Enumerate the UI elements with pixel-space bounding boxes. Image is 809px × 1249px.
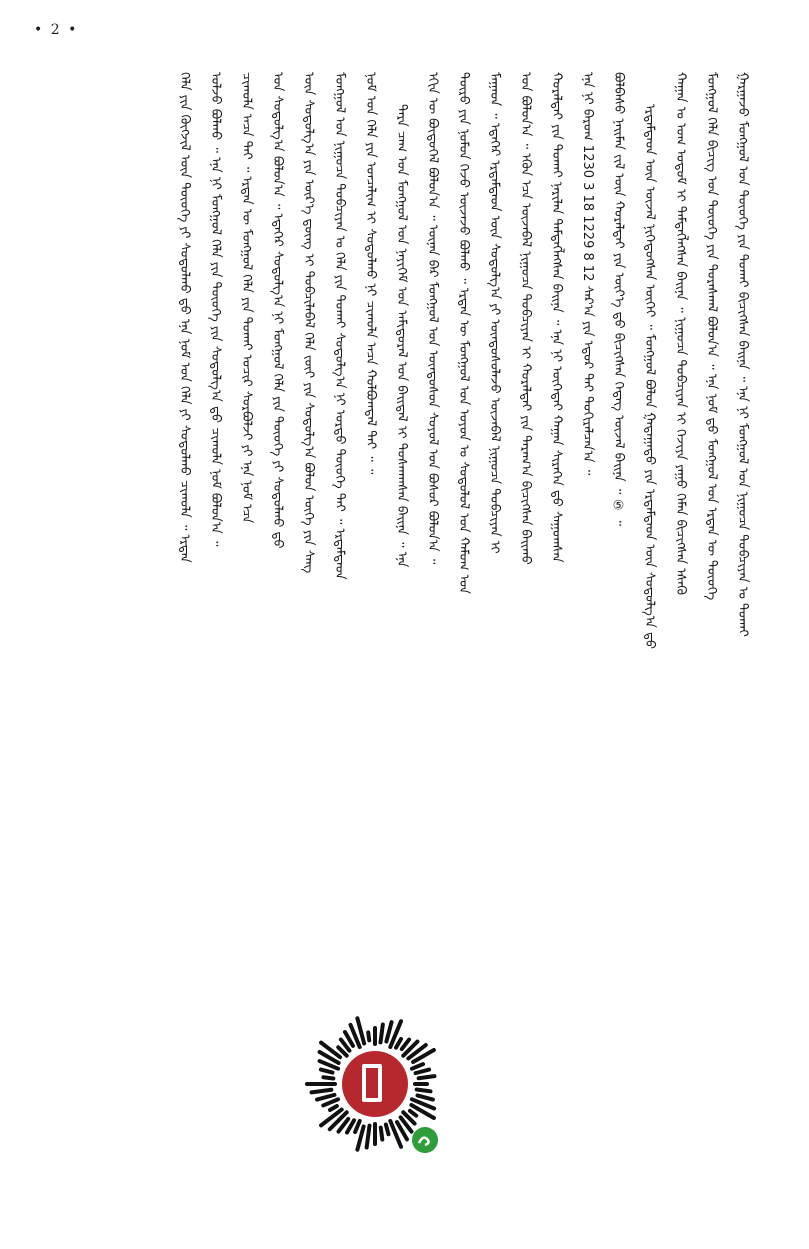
column-text: ᠡᠬᠢᠨ ᠦ ᠪᠦᠲᠦᠭᠡᠯ ᠪᠣᠯᠤᠨ᠎ᠠ ᠃ ᠦᠨᠡᠨ ᠪᠡᠷ ᠮᠣᠩᠭᠣᠯ ᠤᠨ ᠦᠨᠳᠦᠰᠦᠨ ᠰᠣᠶᠤᠯ ᠤᠨ ᠪᠤᠰᠤᠷ ᠪᠣᠯᠤᠨ᠎ᠠ ᠃ (425, 72, 440, 565)
text-column (512, 72, 539, 1232)
text-column (667, 72, 694, 1232)
page-number: • 2 • (34, 22, 79, 38)
inline-number: 18 (580, 194, 595, 216)
inline-number: 1229 (580, 215, 595, 253)
column-text: ᠨᠣᠮ ᠤᠨ ᠬᠡᠯᠡ ᠶᠢᠨ ᠤᠨᠴᠠᠯᠢᠭ ᠢ ᠰᠤᠳᠤᠯᠬᠤ ᠨᠢ ᠴᠢᠬᠤᠯᠠ ᠠᠴᠠ ᠬᠣᠯᠪᠣᠭᠳᠠᠯ ᠲᠠᠢ ᠃ ᠃ (363, 72, 378, 475)
column-text: ᠮᠣᠩᠭᠣᠯ ᠤᠨ ᠨᠢᠭᠤᠴᠠ ᠲᠣᠪᠴᠢᠶᠠᠨ ᠤ ᠬᠡᠯᠡ ᠶᠢᠨ ᠲᠤᠬᠠᠢ ᠰᠤᠳᠤᠯᠭ᠎ᠠ ᠨᠢ ᠤᠷᠲᠤ ᠲᠦᠦᠬᠡ ᠲᠡᠢ ᠃ ᠡᠷᠳᠡᠮᠲᠡᠳ (332, 72, 347, 580)
column-text: ᠬᠤᠷᠠᠯᠳᠠᠢ ᠶᠢᠨ ᠲᠤᠬᠠᠢ ᠨᠠᠷᠢᠯᠠᠨ ᠲᠡᠮᠳᠡᠭᠯᠡᠭᠰᠡᠨ ᠪᠠᠢᠨᠠ ᠃ ᠡᠨᠡ ᠨᠢ ᠦᠭᠡᠳᠡᠢ ᠬᠠᠭᠠᠨ ᠰᠢᠷᠡᠭᠡᠨ ᠳ᠋ᠤ ᠰᠠᠭᠤᠭᠰᠠᠨ (549, 72, 564, 563)
inline-number: 3 (580, 182, 595, 195)
text-column (636, 72, 663, 1232)
inline-number: 1230 (580, 140, 595, 183)
inline-number: 8 (580, 252, 595, 265)
column-text: ᠣᠯᠵᠤ ᠪᠣᠯᠬᠤ ᠃ ᠡᠨᠡ ᠨᠢ ᠮᠣᠩᠭᠣᠯ ᠬᠡᠯᠡ ᠶᠢᠨ ᠲᠦᠦᠬᠡ ᠶᠢᠨ ᠰᠤᠳᠤᠯᠭ᠎ᠠ ᠳ᠋ᠤ ᠴᠢᠬᠤᠯᠠ ᠨᠣᠮ ᠪᠣᠯᠤᠨ᠎ᠠ ᠃ (208, 72, 223, 547)
inline-number: 12 (580, 264, 595, 286)
column-text: ᠴᠢᠬᠤᠯᠠ ᠠᠴᠠ ᠲᠠᠢ ᠃ ᠡᠷᠲᠡᠨ ᠦ ᠮᠣᠩᠭᠣᠯ ᠬᠡᠯᠡ ᠶᠢᠨ ᠲᠤᠬᠠᠢ ᠤᠴᠢᠷ ᠰᠤᠷᠪᠤᠯᠵᠢ ᠶᠢ ᠡᠨᠡ ᠨᠣᠮ ᠡᠴᠡ (239, 72, 254, 524)
column-text: ᠪᠣᠯᠪᠠᠰᠤ ᠨᠠᠢᠮᠠᠨ ᠵᠢᠯ ᠦᠨ ᠬᠤᠷᠠᠯᠳᠠᠢ ᠶᠢᠨ ᠦᠶ᠎ᠡ ᠳ᠋ᠤ ᠪᠢᠴᠢᠭᠰᠡᠨ ᠭᠡᠳᠡᠭ ᠦᠵᠡᠯ ᠪᠠᠢᠨᠠ ᠃ ⑤ ᠃ (611, 72, 626, 527)
column-text: ᠣᠨ ᠪᠣᠯᠤᠨ᠎ᠠ ᠃ ᠡᠭᠦᠨ ᠡᠴᠡ ᠦᠵᠡᠪᠡᠯ ᠨᠢᠭᠤᠴᠠ ᠲᠣᠪᠴᠢᠶᠠᠨ ᠢ ᠬᠤᠷᠠᠯᠳᠠᠢ ᠶᠢᠨ ᠳᠠᠷᠠᠭ᠎ᠠ ᠪᠢᠴᠢᠭᠰᠡᠨ ᠪᠠᠢᠬᠤ (518, 72, 533, 565)
column-text: ᠬᠡᠯᠡ ᠶᠢᠨ ᠬᠦᠭᠵᠢᠯ ᠦᠨ ᠲᠦᠦᠬᠡ ᠶᠢ ᠰᠤᠳᠤᠯᠬᠤ ᠳ᠋ᠤ ᠡᠨᠡ ᠨᠣᠮ ᠤᠨ ᠬᠡᠯᠡ ᠶᠢ ᠰᠤᠳᠤᠯᠬᠤ ᠴᠢᠬᠤᠯᠠ ᠃ ᠡᠷᠲᠡᠨ (177, 72, 192, 563)
text-column (481, 72, 508, 1232)
text-column (574, 72, 601, 1232)
text-column (171, 72, 198, 1232)
text-column (698, 72, 725, 1232)
column-text: ᠲᠡᠷᠡ ᠴᠠᠭ ᠤᠨ ᠮᠣᠩᠭᠣᠯ ᠤᠨ ᠨᠡᠶᠢᠭᠡᠮ ᠤᠨ ᠠᠮᠢᠳᠤᠷᠠᠯ ᠤᠨ ᠪᠠᠢᠳᠠᠯ ᠢ ᠲᠤᠰᠬᠠᠭᠰᠠᠨ ᠪᠠᠢᠨᠠ ᠃ ᠡᠨᠡ (394, 104, 409, 568)
text-column (605, 72, 632, 1232)
text-column (264, 72, 291, 1232)
column-text-tail: ᠰᠠᠷ᠎ᠠ ᠶᠢᠨ ᠡᠳᠦᠷ ᠲᠡᠢ ᠲᠣᠬᠢᠷᠠᠯᠴᠠᠨ᠎ᠠ ᠃ (580, 285, 595, 476)
column-text: ᠭᠠᠷᠭᠠᠵᠤ ᠮᠣᠩᠭᠣᠯ ᠤᠨ ᠲᠦᠦᠬᠡ ᠶᠢᠨ ᠲᠤᠬᠠᠢ ᠪᠢᠴᠢᠭᠰᠡᠨ ᠪᠠᠢᠨᠠ ᠃ ᠡᠨᠡ ᠨᠢ ᠮᠣᠩᠭᠣᠯ ᠤᠨ ᠨᠢᠭᠤᠴᠠ ᠲᠣᠪᠴᠢᠶᠠᠨ ᠤ ᠲᠤᠬᠠᠢ (735, 72, 750, 637)
column-text: ᠤᠨ ᠰᠤᠳᠤᠯᠭ᠎ᠠ ᠪᠣᠯᠣᠨ᠎ᠠ ᠃ ᠡᠳᠡᠭᠡᠷ ᠰᠤᠳᠤᠯᠭ᠎ᠠ ᠨᠢ ᠮᠣᠩᠭᠣᠯ ᠬᠡᠯᠡ ᠶᠢᠨ ᠲᠦᠦᠬᠡ ᠶᠢ ᠰᠤᠳᠤᠯᠬᠤ ᠳ᠋ᠤ (270, 72, 285, 549)
text-column (729, 72, 756, 1232)
column-text: ᠮᠣᠩᠭᠣᠯ ᠬᠡᠯᠡ ᠪᠢᠴᠢᠭ ᠤᠨ ᠲᠦᠦᠬᠡ ᠶᠢᠨ ᠳᠤᠷᠠᠰᠬᠠᠯ ᠪᠣᠯᠤᠨ᠎ᠠ ᠃ ᠡᠨᠡ ᠨᠣᠮ ᠳ᠋ᠤ ᠮᠣᠩᠭᠣᠯ ᠤᠨ ᠡᠷᠲᠡᠨ ᠦ ᠲᠦᠦᠬᠡ (704, 72, 719, 601)
text-column (543, 72, 570, 1232)
qr-code-icon (300, 1012, 450, 1162)
column-text: ᠡᠨᠡ ᠨᠢ ᠪᠠᠷᠤᠭ (580, 72, 595, 141)
column-text: ᠬᠠᠭᠠᠨ ᠤ ᠤᠭ ᠤᠳᠤᠮ ᠢ ᠲᠡᠮᠳᠡᠭᠯᠡᠭᠰᠡᠨ ᠪᠠᠢᠨᠠ ᠃ ᠨᠢᠭᠤᠴᠠ ᠲᠣᠪᠴᠢᠶᠠᠨ ᠢ ᠬᠡᠵᠢᠶᠡ ᠶᠠᠭᠤ ᠬᠡᠮᠡᠨ ᠪᠢᠴᠢᠭᠰᠡᠨ ᠡᠰᠡᠬᠦ (673, 72, 688, 595)
column-text: ᠲᠦᠷᠦ ᠶᠢᠨ ᠨᠣᠮᠤᠨ ᠭᠡᠵᠦ ᠦᠵᠡᠵᠦ ᠪᠣᠯᠬᠤ ᠃ ᠡᠷᠲᠡᠨ ᠦ ᠮᠣᠩᠭᠣᠯ ᠤᠨ ᠣᠶᠤᠨ ᠤ ᠰᠤᠳᠤᠯᠤᠯ ᠤᠨ ᠬᠠᠮᠤᠭ ᠤᠨ (456, 72, 471, 594)
column-text: ᠡᠷᠳᠡᠮᠲᠡᠳ ᠦᠨ ᠦᠵᠡᠯ ᠨᠢᠭᠡᠳᠦᠭᠰᠡᠨ ᠦᠭᠡᠢ ᠃ ᠮᠣᠩᠭᠣᠯ ᠪᠣᠯᠤᠨ ᠭᠠᠳᠠᠭᠠᠳᠤ ᠶᠢᠨ ᠡᠷᠳᠡᠮᠲᠡᠳ ᠦᠨ ᠰᠤᠳᠤᠯᠭ᠎ᠠ ᠳ᠋ᠤ (642, 104, 657, 649)
column-text: ᠮᠠᠭᠠᠳ ᠃ ᠡᠳᠡᠭᠡᠷ ᠡᠷᠳᠡᠮᠲᠡᠳ ᠦᠨ ᠰᠤᠳᠤᠯᠭ᠎ᠠ ᠶᠢ ᠦᠨᠳᠦᠰᠦᠯᠡᠵᠦ ᠦᠵᠡᠪᠡᠯ ᠨᠢᠭᠤᠴᠠ ᠲᠣᠪᠴᠢᠶᠠᠨ ᠢ (487, 72, 502, 554)
qr-code-watermark (300, 1012, 450, 1162)
text-column (450, 72, 477, 1232)
column-text: ᠦᠨ ᠰᠤᠳᠤᠯᠭ᠎ᠠ ᠶᠢᠨ ᠦᠷ᠎ᠡ ᠳ᠋ᠦᠩ ᠢ ᠲᠣᠪᠴᠢᠯᠠᠪᠠᠯ ᠬᠡᠯᠡ ᠵᠦᠢ ᠶᠢᠨ ᠰᠤᠳᠤᠯᠭ᠎ᠠ ᠪᠣᠯᠤᠨ ᠦᠭᠡ ᠶᠢᠨ ᠰᠠᠩ (301, 72, 316, 574)
text-column (202, 72, 229, 1232)
text-column (233, 72, 260, 1232)
